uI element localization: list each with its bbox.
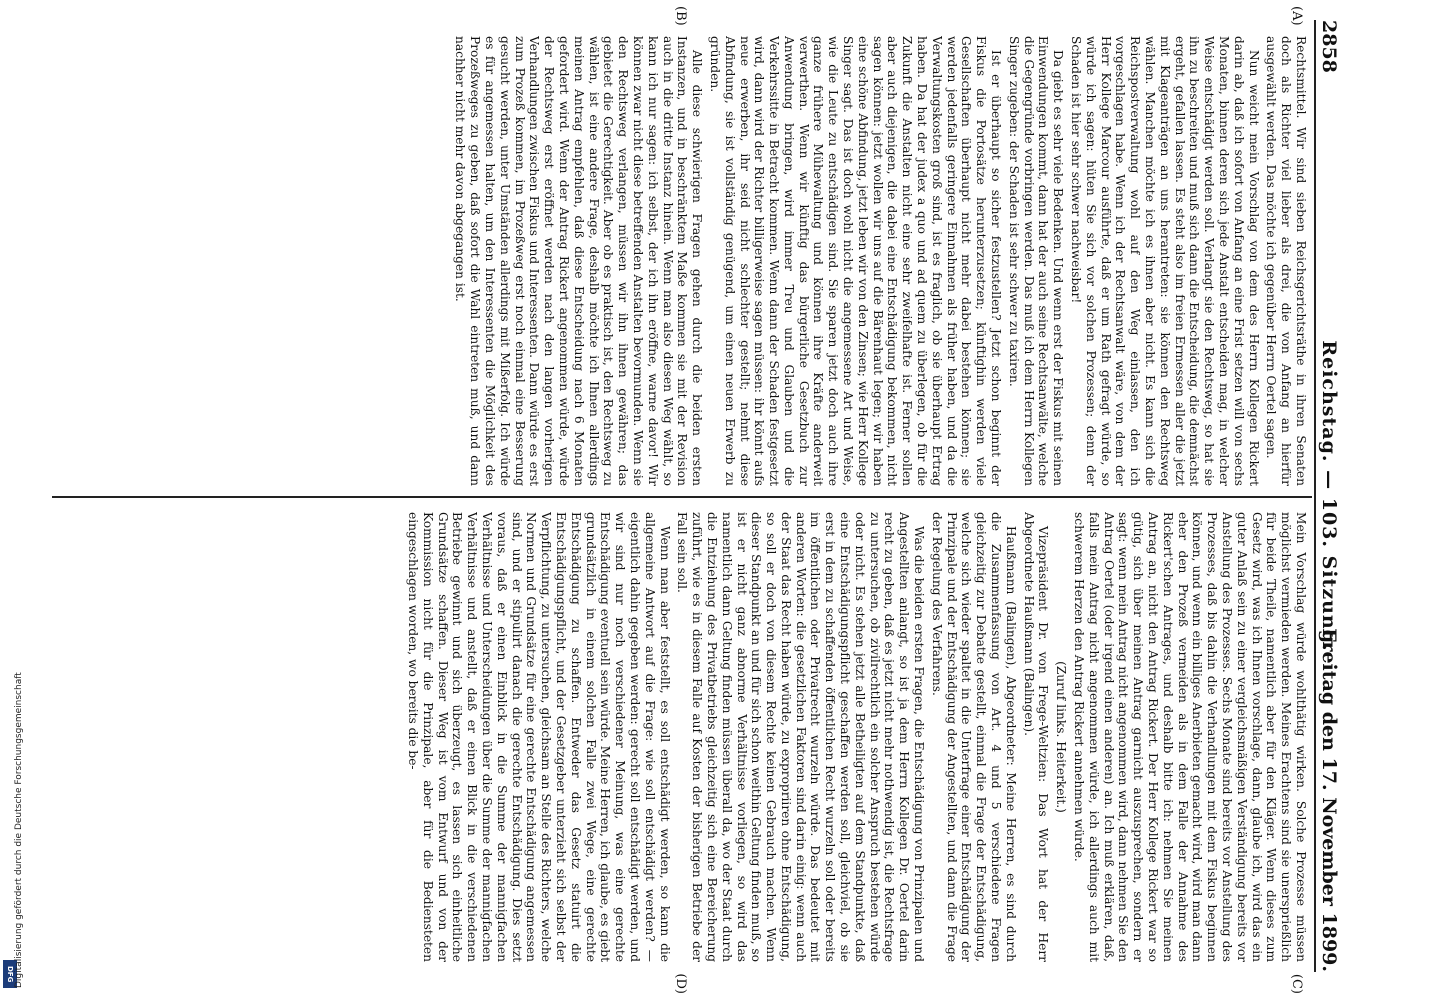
paragraph: Rechtsmittel. Wir sind sieben Reichsgerichtsräthe in ihren Senaten doch als Richter viel lieber als drei, die von Anfang an hierfür ausgewählt werden. Das möchte ich gegenüber Herrn Oertel sagen. xyxy=(1264,36,1308,486)
margin-marker-d: (D) xyxy=(673,973,688,994)
speaker-announcement: Vizepräsident Dr. von Frege-Weltzien: Das Wort hat der Herr Abgeordnete Haußmann (Balingen). xyxy=(1021,512,1051,962)
paragraph: Haußmann (Balingen), Abgeordneter: Meine Herren, es sind durch die Zusammenfassung von Art. 4 und 5 verschiedene Fragen gleichzeitig zur Debatte gestellt, einmal die Frage der Entschädigung, welche sich wieder spaltet in die Unterfrage einer Entschädigung der Prinzipale und der Entschädigung der Angestellten, und dann die Frage der Regelung des Verfahrens. xyxy=(929,512,1018,962)
margin-marker-b: (B) xyxy=(673,6,688,26)
left-column xyxy=(58,36,1308,486)
margin-marker-a: (A) xyxy=(1289,6,1304,26)
right-column xyxy=(58,512,1308,962)
page-number: 2858 xyxy=(1318,20,1340,73)
paragraph: Alle diese schwierigen Fragen gehen durch die beiden ersten Instanzen, und in beschränktem Maße kommen sie mit der Revision auch in die dritte Instanz hinein. Wenn man also diesen Weg wählt, so kann ich nur sagen: ich selbst, der ich ihn eröffne, warne davor! Wir können zwar nicht diese betreffenden Anstalten bevormunden. Wenn sie den Rechtsweg verlangen, müssen wir ihn ihnen gewähren; das gebietet die Gerechtigkeit. Aber ob es praktisch ist, den Rechtsweg zu wählen, ist eine andere Frage, deshalb möchte ich Ihnen allerdings meinen Antrag empfehlen, daß diese Entscheidung nach 6 Monaten gefordert wird. Wenn der Antrag Rickert angenommen würde, würde der Rechtsweg erst eröffnet werden nach den langen vorherigen Verhandlungen zwischen Fiskus und Interessenten. Dann würde es erst zum Prozeß kommen, im Prozeßweg erst noch einmal eine Besserung gesucht werden, unter Umständen allerdings mit Mißerfolg. Ich würde es für angemessen halten, um den Interessenten die Möglichkeit des Prozeßweges zu geben, daß sofort die Wahl eintreten muß, und dann nachher nicht mehr davon abgegangen ist. xyxy=(453,36,705,486)
page-title: Reichstag. — 103. Sitzung. xyxy=(1318,340,1340,652)
page-header xyxy=(1310,20,1350,972)
newspaper-page xyxy=(30,0,1370,1000)
interjection: (Zuruf links. Heiterkeit.) xyxy=(1054,661,1069,813)
margin-marker-c: (C) xyxy=(1289,973,1304,994)
dfg-logo: DFG xyxy=(3,960,17,988)
paragraph: Ist er überhaupt so sicher festzustellen? Jetzt schon beginnt der Fiskus die Portosätze herunterzusetzen; künftighin werden viele Gesellschaften überhaupt nicht mehr dabei bestehen können; sie werden jedenfalls geringere Einnahmen als früher haben, und da die Verwaltungskosten groß sind, ist es fraglich, ob sie überhaupt Ertrag haben. Da hat der judex a quo und ad quem zu überlegen, ob für die Zukunft die Anstalten nicht eine sehr zweifelhafte ist. Ferner sollen aber auch diejenigen, die dabei eine Entschädigung bekommen, nicht sagen können: jetzt wollen wir uns auf die Bärenhaut legen; wir haben eine schöne Abfindung, jetzt leben wir von den Zinsen; wie Herr Kollege Singer sagt. Das ist doch wohl nicht die angemessene Art und Weise, wie die Leute zu entschädigen sind. Sie sparen jetzt doch auch ihre ganze frühere Mühewaltung und können ihre Kräfte anderweit verwerthen. Wenn wir künftig das bürgerliche Gesetzbuch zur Anwendung bringen, wird immer Treu und Glauben und die Verkehrssitte in Betracht kommen. Wenn dann der Schaden festgesetzt wird, dann wird der Richter billigerweise sagen müssen: ihr könnt aufs neue erwerben, ihr seid nicht schlechter gestellt; nehmt diese Abfindung, sie ist vollständig genügend, um einen neuen Erwerb zu gründen. xyxy=(707,36,1004,486)
header-divider xyxy=(1314,20,1316,972)
session-date: Freitag den 17. November 1899. xyxy=(1318,628,1340,972)
paragraph: Wenn man aber feststellt, es soll entschädigt werden, so kann die allgemeine Antwort auf die Frage: wie soll entschädigt werden? — eigentlich dahin gegeben werden: gerecht soll entschädigt werden, und wir sind nur noch verschiedener Meinung, was eine gerechte Entschädigung eventuell sein würde. Meine Herren, ich glaube, es giebt grundsätzlich in einem solchen Falle zwei Wege, eine gerechte Entschädigung zu schaffen. Entweder das Gesetz statuirt die Entschädigungspflicht, und der Gesetzgeber unterzieht sich selbst der Verpflichtung, zu untersuchen, gleichsam an Stelle des Richters, welche Normen und Grundsätze für eine gerechte Entschädigung angemessen sind, und er stipulirt danach die gerechte Entschädigung. Dies setzt voraus, daß er einen Einblick in die Summe der mannigfachen Verhältnisse und Unterscheidungen über die Summe der mannigfachen Verhältnisse und anstellt, daß er einen Blick in die verschiedenen Betriebe gewinnt und sich überzeugt, es lassen sich einheitliche Grundsätze schaffen. Dieser Weg ist vom Entwurf und von der Kommission nicht für die Prinzipale, aber für die Bediensteten eingeschlagen worden, wo bereits die be- xyxy=(405,512,672,962)
paragraph: Mein Vorschlag würde wohlthätig wirken. Solche Prozesse müssen möglichst vermieden werden. Meines Erachtens sind sie unersprießlich für beide Theile, namentlich aber für den Kläger. Wenn dieses zum Gesetz wird, was ich Ihnen vorschlage, dann, glaube ich, wird das ein guter Anlaß sein zu einer vergleichsmäßigen Verständigung bereits vor Anstellung des Prozesses. Sechs Monate sind bereits vor Anstellung des Prozesses, daß bis dahin die Verhandlungen mit dem Fiskus beginnen können, und wenn ein billiges Anerbieten gemacht wird, wird man dann eher den Prozeß vermeiden als in dem Falle der Annahme des Rickert'schen Antrages, und deshalb bitte ich: nehmen Sie meinen Antrag an, nicht den Antrag Rickert. Der Herr Kollege Rickert war so gütig, sich über meinen Antrag garnicht auszusprechen, sondern er sagt: wenn mein Antrag nicht angenommen wird, dann nehmen Sie den Antrag Oertel (oder irgend einen anderen) an. Ich muß erklären, daß, falls mein Antrag nicht angenommen würde, ich allerdings auch mit schwerem Herzen den Antrag Rickert annehmen würde. xyxy=(1072,512,1308,962)
column-divider xyxy=(52,496,1312,498)
digitization-credit: Digitalisierung gefördert durch die Deutsche Forschungsgemeinschaft xyxy=(14,672,24,988)
paragraph: Was die beiden ersten Fragen, die Entschädigung von Prinzipalen und Angestellten anlangt, so ist ja dem Herrn Kollegen Dr. Oertel darin recht zu geben, daß es jetzt nicht mehr nothwendig ist, die Rechtsfrage zu untersuchen, ob zivilrechtlich ein solcher Anspruch bestehen würde oder nicht. Es stehen jetzt alle Betheiligten auf dem Standpunkte, daß eine Entschädigungspflicht geschaffen werden soll, gleichviel, ob sie erst in dem zu schaffenden öffentlichen Recht wurzeln soll oder bereits im öffentlichen oder Privatrecht wurzeln würde. Das bedeutet mit anderen Worten: die gesetzlichen Faktoren sind darin einig: wenn auch der Staat das Recht haben würde, zu expropriiren ohne Entschädigung, so soll er doch von diesem Rechte keinen Gebrauch machen. Wenn dieser Standpunkt an und für sich schon weithin Geltung finden muß, so ist er nicht ganz abnorme Verhältnisse vorliegen, so wird das namentlich dann Geltung finden müssen überall da, wo der Staat durch die Entziehung des Privatbetriebs gleichzeitig sich eine Bereicherung zuführt, wie es in diesem Falle auf Kosten der bisherigen Betriebe der Fall sein soll. xyxy=(675,512,927,962)
paragraph: Da giebt es sehr viele Bedenken. Und wenn erst der Fiskus mit seinen Einwendungen kommt, dann hat der auch seine Rechtsanwälte, welche die Gegengründe vorbringen werden. Das muß ich dem Herrn Kollegen Singer zugeben: der Schaden ist sehr schwer zu taxiren. xyxy=(1006,36,1066,486)
paragraph: Nun weicht mein Vorschlag von dem des Herrn Kollegen Rickert darin ab, daß ich sofort von Anfang an eine Frist setzen will von sechs Monaten, binnen deren sich jede Anstalt entscheiden mag, in welcher Weise entschädigt werden soll. Verlangt sie den Rechtsweg, so hat sie ihn zu beschreiten und muß sich dann die Entscheidung, die demnächst ergeht, gefallen lassen. Es steht also im freien Ermessen aller die jetzt mit Klageanträgen an uns herantreten: sie können den Rechtsweg wählen. Manchen möchte ich es ihnen aber nicht. Es kann sich die Reichspostverwaltung wohl auf den Weg einlassen, den ich vorgeschlagen habe. Wenn ich der Rechtsanwalt wäre, von dem der Herr Kollege Marcour ausführte, daß er um Rath gefragt würde, so würde ich sagen: hüten Sie sich vor solchen Prozessen; denn der Schaden ist hier sehr schwer nachweisbar! xyxy=(1069,36,1261,486)
